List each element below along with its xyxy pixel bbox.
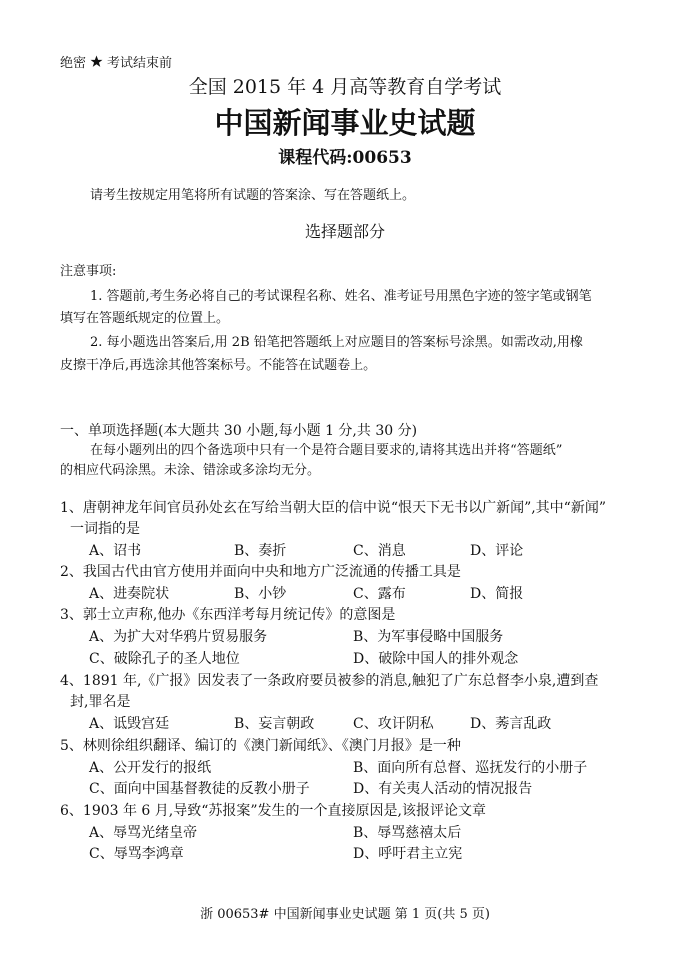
question-1-stem: 1、唐朝神龙年间官员孙处玄在写给当朝大臣的信中说“恨天下无书以广新闻”,其中“新闻” [60, 500, 606, 516]
page-footer: 浙 00653# 中国新闻事业史试题 第 1 页(共 5 页) [200, 907, 490, 922]
question-5-option-d[interactable]: D、有关夷人活动的情况报告 [353, 781, 533, 797]
note-2-line-1: 2. 每小题选出答案后,用 2B 铅笔把答题纸上对应题目的答案标号涂黑。如需改动,用橡 [90, 335, 583, 350]
section-title: 选择题部分 [304, 222, 385, 241]
notes-heading: 注意事项: [60, 264, 117, 279]
question-6-option-a[interactable]: A、辱骂光绪皇帝 [89, 825, 198, 841]
secrecy-mark [60, 52, 172, 71]
question-1-option-a[interactable]: A、诏书 [89, 543, 142, 559]
part-1-desc-line-1: 在每小题列出的四个备选项中只有一个是符合题目要求的,请将其选出并将“答题纸” [90, 443, 563, 458]
question-1-stem-cont: 一词指的是 [70, 521, 140, 537]
question-5-option-b[interactable]: B、面向所有总督、巡抚发行的小册子 [353, 760, 588, 776]
question-4-option-b[interactable]: B、妄言朝政 [234, 716, 315, 732]
question-2-option-c[interactable]: C、露布 [353, 586, 406, 602]
star-icon [90, 55, 103, 68]
note-1-line-1: 1. 答题前,考生务必将自己的考试课程名称、姓名、准考证号用黑色字迹的签字笔或钢笔 [90, 289, 592, 304]
question-1-option-d[interactable]: D、评论 [470, 543, 524, 559]
question-3-stem: 3、郭士立声称,他办《东西洋考每月统记传》的意图是 [60, 607, 396, 623]
question-4-stem: 4、1891 年,《广报》因发表了一条政府要员被参的消息,触犯了广东总督李小泉,遭到查 [60, 673, 599, 689]
course-code: 课程代码:00653 [278, 148, 412, 168]
question-3-option-c[interactable]: C、破除孔子的圣人地位 [89, 651, 240, 667]
part-1-heading: 一、单项选择题(本大题共 30 小题,每小题 1 分,共 30 分) [60, 423, 418, 439]
question-2-option-d[interactable]: D、简报 [470, 586, 524, 602]
note-1-line-2: 填写在答题纸规定的位置上。 [60, 311, 230, 326]
exam-end-label: 考试结束前 [107, 56, 173, 71]
question-4-option-a[interactable]: A、诋毁宫廷 [89, 716, 170, 732]
question-5-stem: 5、林则徐组织翻译、编订的《澳门新闻纸》、《澳门月报》是一种 [60, 738, 461, 754]
question-3-option-a[interactable]: A、为扩大对华鸦片贸易服务 [89, 629, 268, 645]
question-2-stem: 2、我国古代由官方使用并面向中央和地方广泛流通的传播工具是 [60, 564, 461, 580]
question-4-stem-cont: 封,罪名是 [70, 694, 131, 710]
question-6-option-d[interactable]: D、呼吁君主立宪 [353, 846, 463, 862]
subject-title: 中国新闻事业史试题 [214, 106, 476, 140]
secrecy-label: 绝密 [60, 56, 87, 71]
question-5-option-a[interactable]: A、公开发行的报纸 [89, 760, 212, 776]
question-2-option-b[interactable]: B、小钞 [234, 586, 287, 602]
note-2-line-2: 皮擦干净后,再选涂其他答案标号。不能答在试题卷上。 [60, 358, 377, 373]
instruction-text: 请考生按规定用笔将所有试题的答案涂、写在答题纸上。 [90, 188, 416, 203]
question-4-option-c[interactable]: C、攻讦阴私 [353, 716, 434, 732]
exam-title: 全国 2015 年 4 月高等教育自学考试 [188, 76, 502, 98]
question-1-option-c[interactable]: C、消息 [353, 543, 406, 559]
question-3-option-d[interactable]: D、破除中国人的排外观念 [353, 651, 519, 667]
question-2-option-a[interactable]: A、进奏院状 [89, 586, 170, 602]
part-1-desc-line-2: 的相应代码涂黑。未涂、错涂或多涂均无分。 [60, 463, 321, 478]
question-6-option-b[interactable]: B、辱骂慈禧太后 [353, 825, 462, 841]
question-6-stem: 6、1903 年 6 月,导致“苏报案”发生的一个直接原因是,该报评论文章 [60, 803, 487, 819]
question-3-option-b[interactable]: B、为军事侵略中国服务 [353, 629, 504, 645]
question-1-option-b[interactable]: B、奏折 [234, 543, 287, 559]
question-4-option-d[interactable]: D、莠言乱政 [470, 716, 552, 732]
question-6-option-c[interactable]: C、辱骂李鸿章 [89, 846, 184, 862]
question-5-option-c[interactable]: C、面向中国基督教徒的反教小册子 [89, 781, 310, 797]
